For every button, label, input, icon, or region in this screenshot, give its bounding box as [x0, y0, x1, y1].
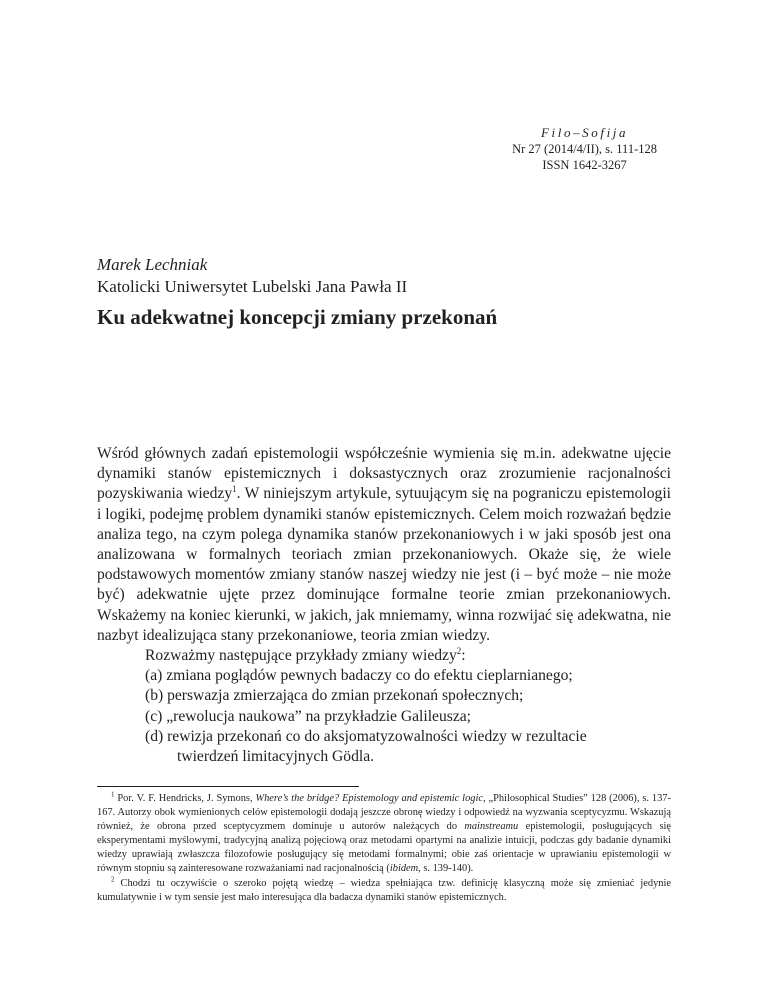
- examples-intro: Rozważmy następujące przykłady zmiany wiedzy$^2$:: [145, 645, 466, 665]
- footnote-ref-1[interactable]: 1: [232, 484, 237, 495]
- footnote-ref-2[interactable]: 2: [456, 645, 462, 656]
- journal-header: [512, 125, 657, 173]
- footnotes: [97, 792, 671, 905]
- author-block: [97, 254, 407, 298]
- journal-name: Filo–Sofija: [541, 125, 629, 140]
- list-item: (a) zmiana poglądów pewnych badaczy co do efektu cieplarnianego;: [145, 667, 573, 685]
- issn: ISSN 1642-3267: [542, 158, 627, 172]
- article-title: Ku adekwatnej koncepcji zmiany przekonań: [97, 305, 498, 329]
- list-item: (b) perswazja zmierzająca do zmian przekonań społecznych;: [145, 687, 524, 705]
- list-item-continuation: twierdzeń limitacyjnych Gödla.: [177, 748, 375, 766]
- paragraph-1: Wśród głównych zadań epistemologii współcześnie wymienia się m.in. adekwatne ujęcie dynamiki stanów epistemicznych i doksastycznych oraz zrozumienie racjonalności pozyskiwania wiedzy$^1$. W niniejszym artykule, sytuującym się na pograniczu epistemologii i logiki, podejmę problem dynamiki stanów epistemicznych. Celem moich rozważań będzie analiza tego, na czym polega dynamika stanów przekonaniowych i w jaki sposób jest ona analizowana w formalnych teoriach zmian przekonaniowych. Okaże się, że wiele podstawowych momentów zmiany stanów naszej wiedzy nie jest (i – być może – nie może być) adekwatnie ujęte przez dominujące formalne teorie zmian przekonaniowych. Wskażemy na koniec kierunki, w jakich, jak mniemamy, winna rozwijać się adekwatna, nie nazbyt idealizująca stany przekonaniowe, teoria zmian wiedzy.: [97, 445, 671, 644]
- footnote-divider: [97, 786, 359, 787]
- author-affiliation: Katolicki Uniwersytet Lubelski Jana Pawła II: [97, 277, 408, 296]
- list-item: (c) „rewolucja naukowa” na przykładzie Galileusza;: [145, 707, 471, 725]
- footnote-2: $^2$ Chodzi tu oczywiście o szeroko pojętą wiedzę – wiedza spełniająca tzw. definicję klasyczną może się zmieniać jedynie kumulatywnie i w tym sensie jest mało interesująca dla badacza dynamiki stanów epistemicznych.: [97, 875, 671, 903]
- footnote-1: $^1$ Por. V. F. Hendricks, J. Symons, Where’s the bridge? Epistemology and epistemic logic, „Philosophical Studies” 128 (2006), s. 137-167. Autorzy obok wymienionych celów epistemologii dodają jeszcze obronę wiedzy i odpowiedź na wyzwania sceptycyzmu. Wskazują również, że obrona przed sceptycyzmem dominuje u autorów należących do mainstreamu epistemologii, posługujących się eksperymentami myślowymi, tradycyjną analizą pojęciową oraz metodami opartymi na analizie intuicji, podczas gdy badanie dynamiki wiedzy uprawiają zwłaszcza filozofowie posługujący się metodami formalnymi; obie zaś orientacje w uprawianiu epistemologii w równym stopniu są zainteresowane rozważaniami nad racjonalnością (ibidem, s. 139-140).: [97, 790, 671, 875]
- issue-info: Nr 27 (2014/4/II), s. 111-128: [512, 142, 657, 156]
- list-item: (d) rewizja przekonań co do aksjomatyzowalności wiedzy w rezultacie: [145, 727, 587, 745]
- author-name: Marek Lechniak: [97, 255, 208, 274]
- article-body: [97, 444, 671, 767]
